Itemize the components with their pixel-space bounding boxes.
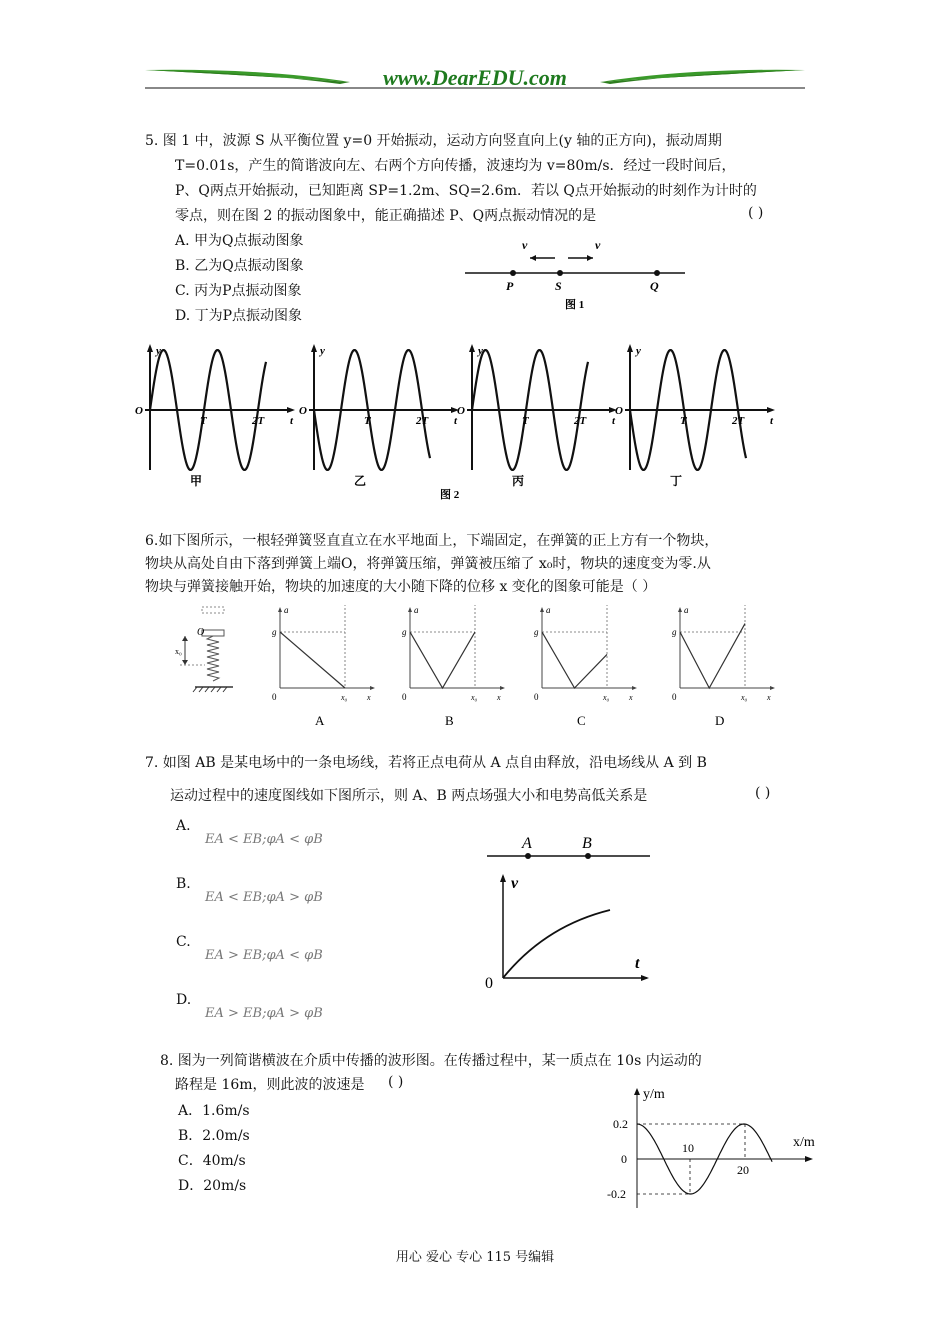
- q5-answer-bracket: ( ): [748, 205, 764, 221]
- fig2-origin: O: [615, 405, 623, 417]
- q7-option-c-formula: EA > EB;φA < φB: [205, 948, 323, 963]
- fig1-v-left: v: [522, 238, 528, 252]
- q8-option-a: A．1.6m/s: [178, 1103, 250, 1119]
- fig1-label-q: Q: [650, 279, 659, 293]
- q6-axis-a: a: [284, 605, 289, 615]
- fig2-axis-y: y: [156, 345, 161, 357]
- fig2-axis-y: y: [478, 345, 483, 357]
- page-footer: 用心 爱心 专心 115 号编辑: [395, 1250, 555, 1265]
- fig2-tick-2t: 2T: [574, 415, 587, 427]
- fig2-tick-2t: 2T: [416, 415, 429, 427]
- q8-ylabel: y/m: [643, 1087, 665, 1102]
- q7-axis-t: t: [635, 955, 640, 972]
- q7-option-a-label: A.: [176, 818, 191, 834]
- q5-option-c: C. 丙为P点振动图象: [175, 283, 302, 299]
- q5-figure-1: [460, 235, 690, 315]
- fig2-graph-2: [299, 344, 459, 488]
- fig2-graph-3: [457, 344, 617, 488]
- q6-tick-g: g: [534, 627, 539, 637]
- fig2-origin: O: [299, 405, 307, 417]
- q7-line-1: 7. 如图 AB 是某电场中的一条电场线，若将正点电荷从 A 点自由释放，沿电场线从 A 到 B: [145, 755, 707, 771]
- q6-origin: 0: [672, 692, 677, 702]
- q7-label-b: B: [582, 835, 592, 852]
- q6-graph-A: [272, 605, 375, 728]
- q8-line-2: 路程是 16m，则此波的波速是: [175, 1077, 365, 1093]
- q6-origin: 0: [402, 692, 407, 702]
- q8-xtick-10: 10: [682, 1141, 694, 1155]
- q6-line-3: 物块与弹簧接触开始，物块的加速度的大小随下降的位移 x 变化的图象可能是（ ）: [145, 579, 657, 595]
- fig2-graph-1: [135, 344, 295, 488]
- fig2-name: 丁: [670, 474, 683, 488]
- q7-option-d-label: D.: [176, 992, 192, 1008]
- fig2-name: 甲: [190, 474, 203, 488]
- q8-answer-bracket: ( ): [388, 1074, 404, 1090]
- fig2-origin: O: [135, 405, 143, 417]
- q5-option-b: B. 乙为Q点振动图象: [175, 258, 304, 274]
- q6-choice-label: B: [445, 713, 454, 728]
- q6-tick-g: g: [672, 627, 677, 637]
- fig2-tick-t: T: [680, 415, 687, 427]
- q5-line-4: 零点，则在图 2 的振动图象中，能正确描述 P、Q两点振动情况的是: [175, 208, 597, 224]
- q7-label-a: A: [522, 835, 532, 852]
- q6-tick-x0: x₀: [741, 693, 748, 702]
- q5-line-1: 5. 图 1 中，波源 S 从平衡位置 y=0 开始振动，运动方向竖直向上(y 轴的正方向)，振动周期: [145, 133, 722, 149]
- q8-line-1: 8. 图为一列简谐横波在介质中传播的波形图。在传播过程中，某一质点在 10s 内运动的: [160, 1053, 702, 1069]
- q8-xtick-20: 20: [737, 1163, 749, 1177]
- site-title: www.DearEDU.com: [383, 65, 567, 90]
- q6-choice-label: A: [315, 713, 325, 728]
- q7-option-b-label: B.: [176, 876, 191, 892]
- q6-tick-g: g: [402, 627, 407, 637]
- q5-line-3: P、Q两点开始振动，已知距离 SP=1.2m、SQ=2.6m．若以 Q点开始振动的时刻作为计时的: [175, 183, 757, 199]
- q6-tick-g: g: [272, 627, 277, 637]
- fig2-axis-t: t: [612, 415, 616, 427]
- q6-axis-a: a: [684, 605, 689, 615]
- q6-graph-B: [402, 605, 505, 728]
- q6-origin: 0: [272, 692, 277, 702]
- q6-tick-x0: x₀: [471, 693, 478, 702]
- q5-figure-2: [130, 340, 780, 505]
- q6-axis-x: x: [367, 693, 371, 702]
- q7-option-b-formula: EA < EB;φA > φB: [205, 890, 323, 905]
- fig2-name: 乙: [354, 474, 367, 488]
- q6-choice-label: D: [715, 713, 725, 728]
- q7-axis-v: v: [511, 875, 519, 892]
- q5-line-2: T=0.01s，产生的简谐波向左、右两个方向传播，波速均为 v=80m/s．经过一段时间后，: [175, 158, 736, 174]
- fig2-axis-y: y: [636, 345, 641, 357]
- q7-figure: [475, 828, 660, 993]
- q8-option-b: B．2.0m/s: [178, 1128, 250, 1144]
- fig1-v-right: v: [595, 238, 601, 252]
- q7-option-c-label: C.: [176, 934, 191, 950]
- fig2-axis-t: t: [770, 415, 774, 427]
- q6-graph-C: [534, 605, 637, 728]
- fig2-origin: O: [457, 405, 465, 417]
- q5-option-d: D. 丁为P点振动图象: [175, 308, 303, 324]
- q8-xlabel: x/m: [793, 1135, 815, 1150]
- q7-answer-bracket: ( ): [755, 785, 771, 801]
- fig1-caption: 图 1: [565, 299, 585, 311]
- q6-axis-a: a: [414, 605, 419, 615]
- fig2-tick-t: T: [200, 415, 207, 427]
- q6-choice-label: C: [577, 713, 586, 728]
- fig2-tick-t: T: [364, 415, 371, 427]
- fig1-label-p: P: [506, 279, 514, 293]
- q6-line-2: 物块从高处自由下落到弹簧上端O，将弹簧压缩，弹簧被压缩了 x₀时，物块的速度变为零.从: [145, 556, 711, 572]
- q6-tick-x0: x₀: [603, 693, 610, 702]
- q6-line-1: 6.如下图所示，一根轻弹簧竖直直立在水平地面上，下端固定，在弹簧的正上方有一个物块，: [145, 533, 719, 549]
- q7-option-a-formula: EA < EB;φA < φB: [205, 832, 323, 847]
- q6-tick-x0: x₀: [341, 693, 348, 702]
- fig2-tick-t: T: [522, 415, 529, 427]
- header-banner: [140, 58, 810, 98]
- fig1-label-s: S: [555, 279, 562, 293]
- q8-option-d: D．20m/s: [178, 1178, 247, 1194]
- q6-axis-x: x: [629, 693, 633, 702]
- fig2-axis-t: t: [290, 415, 294, 427]
- fig2-tick-2t: 2T: [252, 415, 265, 427]
- q8-wave-figure: [595, 1080, 830, 1215]
- q6-axis-x: x: [767, 693, 771, 702]
- fig2-name: 丙: [512, 474, 525, 488]
- q7-option-d-formula: EA > EB;φA > φB: [205, 1006, 323, 1021]
- q5-option-a: A. 甲为Q点振动图象: [175, 233, 304, 249]
- q8-option-c: C．40m/s: [178, 1153, 246, 1169]
- q8-ytick-top: 0.2: [613, 1117, 628, 1131]
- spring-label-o: O: [197, 627, 205, 638]
- q7-origin: 0: [485, 975, 493, 992]
- q6-graph-D: [672, 605, 775, 728]
- fig2-graph-4: [615, 344, 775, 488]
- q7-line-2: 运动过程中的速度图线如下图所示，则 A、B 两点场强大小和电势高低关系是: [170, 788, 648, 804]
- q8-ytick-bottom: -0.2: [607, 1187, 626, 1201]
- q8-ytick-zero: 0: [621, 1152, 627, 1166]
- fig2-axis-t: t: [454, 415, 458, 427]
- q6-graphs: [255, 605, 785, 730]
- q6-axis-a: a: [546, 605, 551, 615]
- fig2-axis-y: y: [320, 345, 325, 357]
- q6-spring-figure: [175, 605, 245, 705]
- spring-label-x0: x₀: [175, 647, 182, 656]
- q6-origin: 0: [534, 692, 539, 702]
- fig2-tick-2t: 2T: [732, 415, 745, 427]
- q6-axis-x: x: [497, 693, 501, 702]
- fig2-caption: 图 2: [440, 489, 460, 501]
